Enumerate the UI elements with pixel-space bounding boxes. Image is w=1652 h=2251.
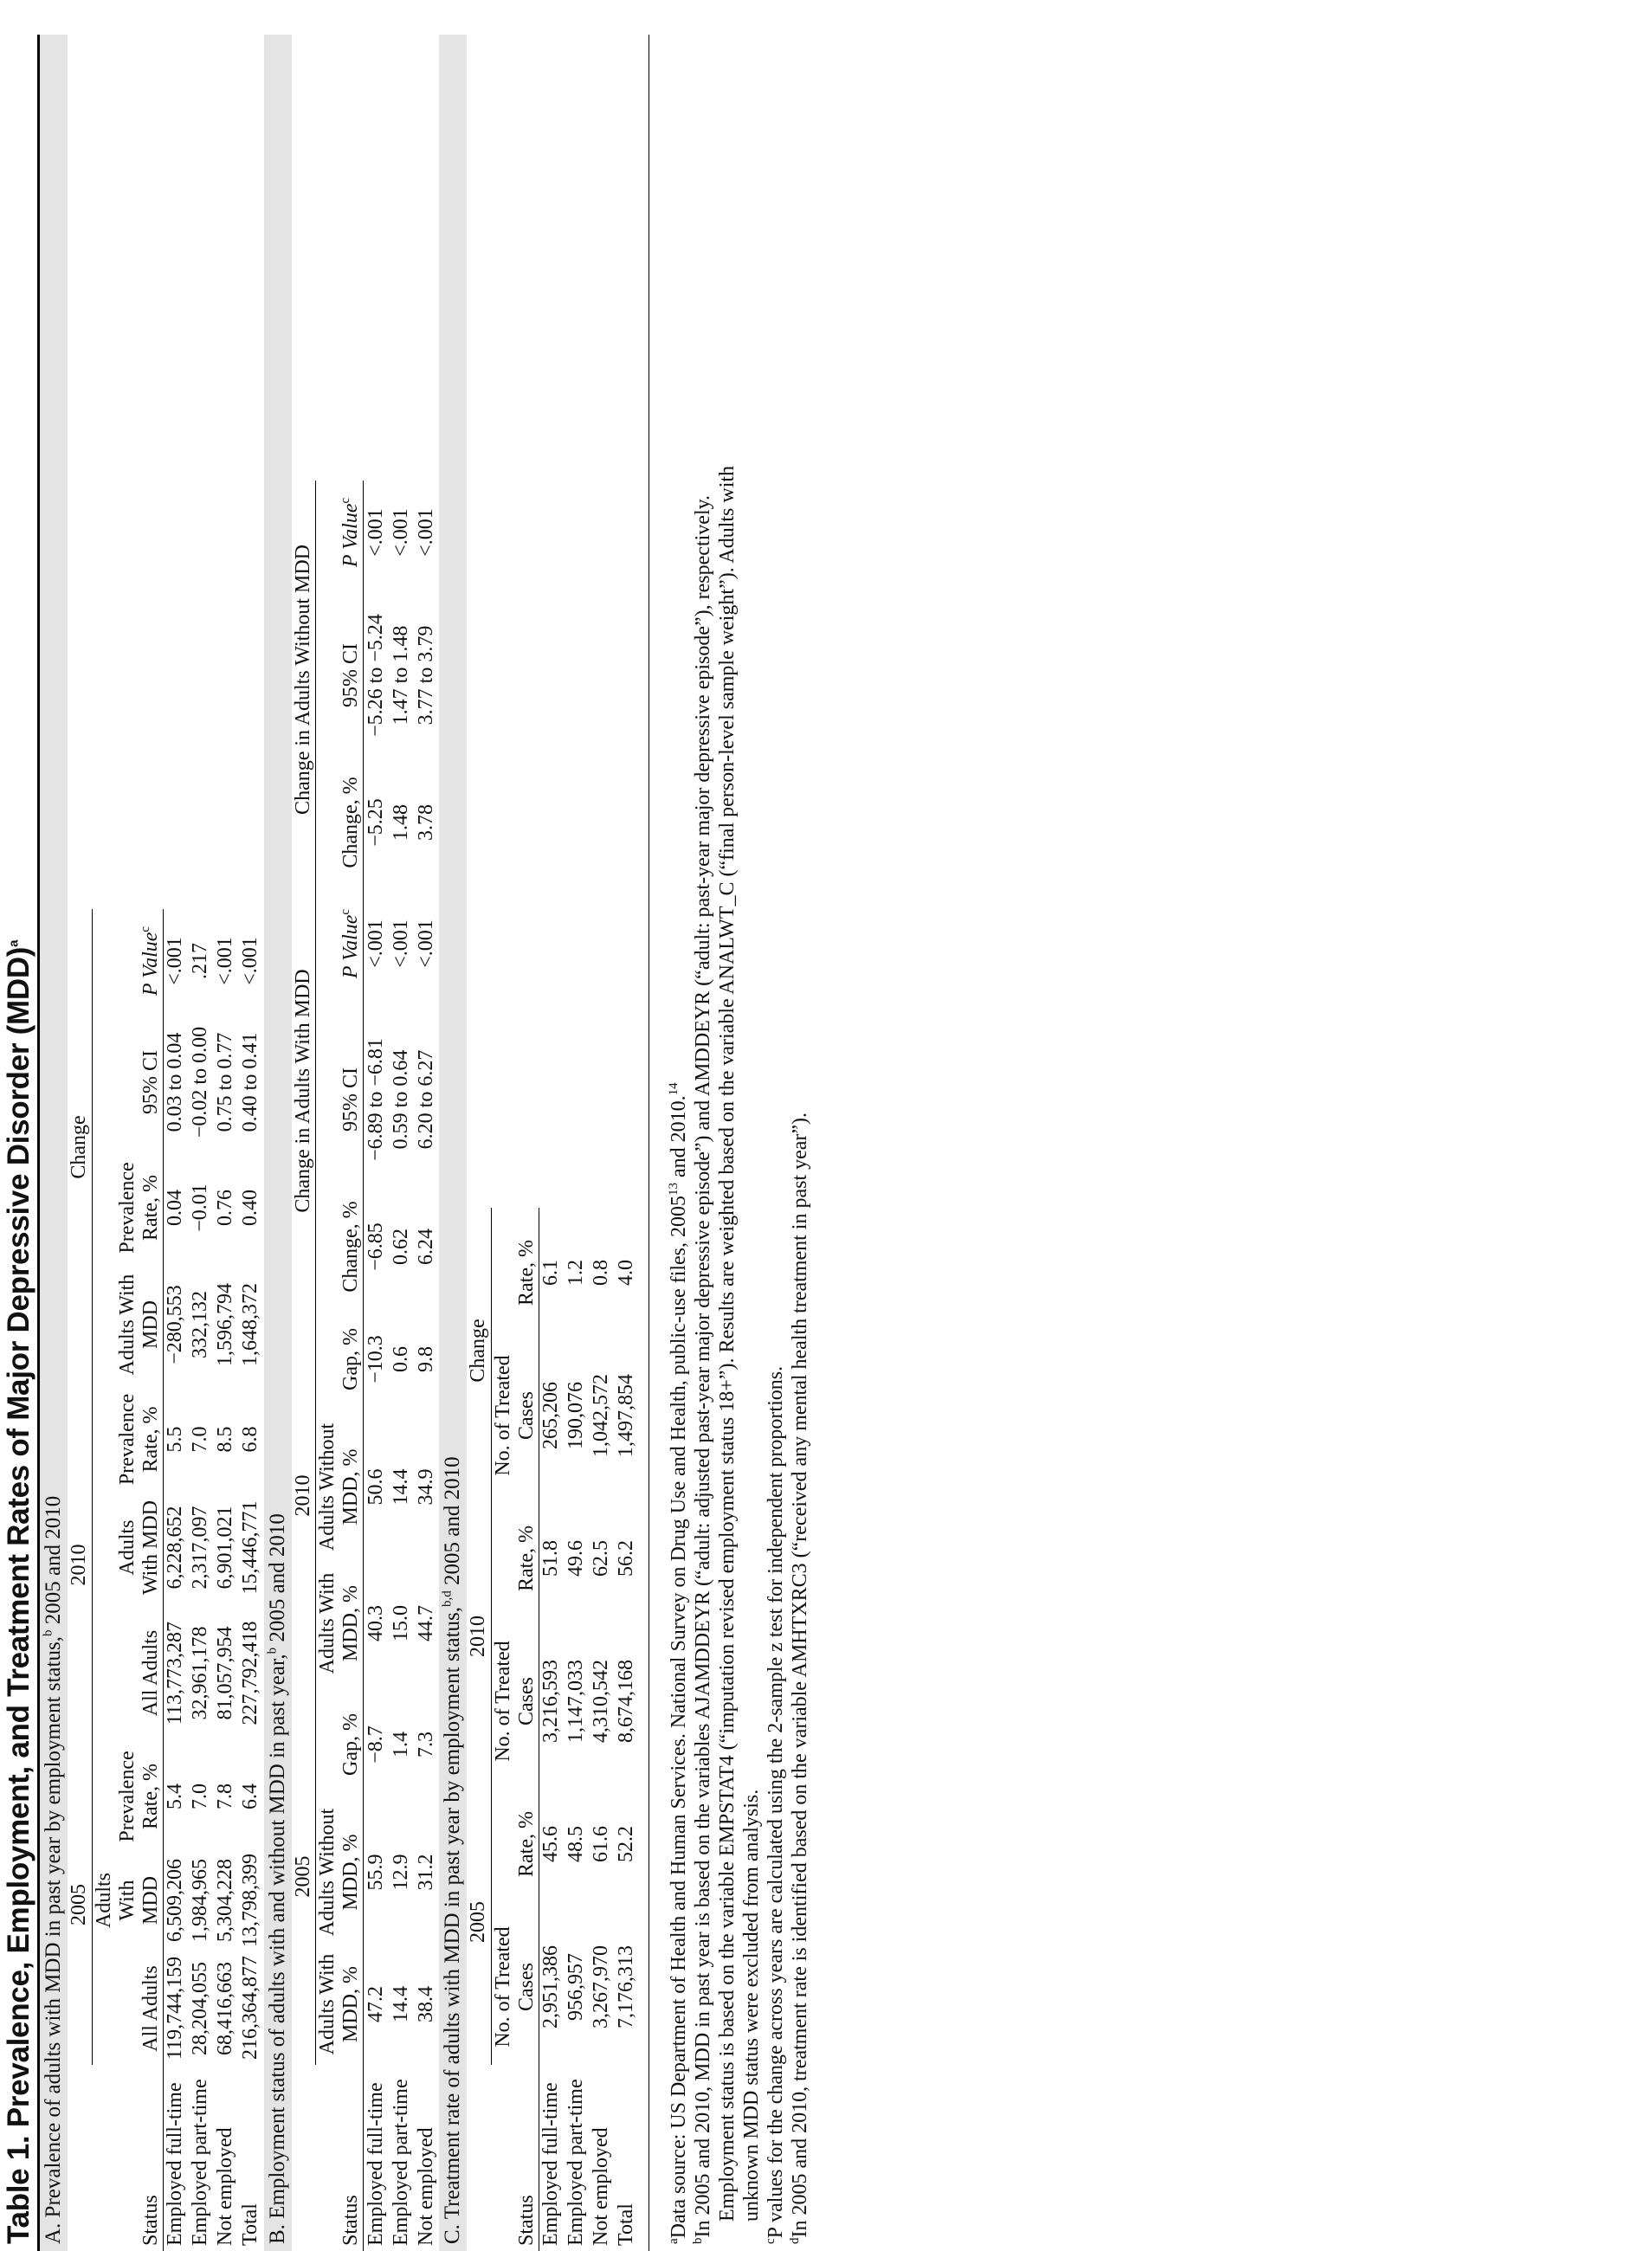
- table-cell: 1,497,854: [615, 1374, 638, 1457]
- table-cell: 1.2: [565, 1260, 588, 1286]
- panel-a-heading: A. Prevalence of adults with MDD in past year by employment status,$^b$ 2005 and 2010: [40, 35, 68, 2251]
- table-cell: [189, 35, 214, 909]
- footnote-b: $^b$In 2005 and 2010, MDD in past year is based on the variables AJAMDDEYR (“adult: adjusted past-year major depressive episode”) and AMDDEYR (“adult: past-year major depressive episode”), respectively.: [690, 494, 714, 2244]
- col-header: Rate, %: [491, 1208, 539, 1338]
- table-cell: −10.3: [364, 1335, 387, 1383]
- table-cell: 5.4: [164, 1783, 187, 1809]
- table-cell: <.001: [364, 508, 387, 557]
- footnotes: [649, 35, 812, 2251]
- table-cell: [414, 35, 439, 481]
- col-header: Adults With MDD: [92, 1493, 163, 1602]
- table-cell: 12.9: [389, 1854, 412, 1891]
- table-cell: [68, 2065, 92, 2251]
- table-title: Table 1. Prevalence, Employment, and Treatment Rates of Major Depressive Disorder (MDD)$^a$: [0, 35, 40, 2251]
- table-row: [163, 35, 189, 2251]
- table-cell: 1,984,965: [189, 1859, 212, 1942]
- table-cell: 28,204,055: [189, 1962, 212, 2055]
- footnote-b-cont: Employment status is based on the variable EMPSTAT4 (“imputation revised employment status 18+”). Results are weighted based on the variable ANALWT_C (“final person-level sample weight”). Adults with: [715, 465, 739, 2222]
- table-cell: 1,596,794: [214, 1283, 237, 1366]
- table-cell: [292, 2065, 316, 2251]
- col-header: Prevalence Rate, %: [92, 1385, 163, 1493]
- table-cell: 6.1: [539, 1260, 563, 1286]
- table-cell: [389, 35, 414, 481]
- table-cell: 8.5: [214, 1426, 237, 1453]
- col-header: 95% CI: [92, 1013, 163, 1151]
- table-cell: [214, 35, 239, 909]
- table-cell: 4.0: [615, 1260, 638, 1286]
- col-header: Status: [491, 2065, 539, 2251]
- table-cell: Total: [239, 2203, 262, 2246]
- group-2005: 2005: [467, 1779, 491, 2065]
- table-cell: 7.0: [189, 1426, 212, 1453]
- table-cell: 6.24: [414, 1229, 437, 1265]
- col-header: Change, %: [316, 1190, 364, 1303]
- table-cell: [163, 35, 189, 909]
- col-header: Gap, %: [316, 1688, 364, 1801]
- table-cell: 55.9: [364, 1854, 387, 1891]
- table-cell: [590, 35, 615, 1208]
- table-row: [239, 35, 264, 2251]
- table-cell: 45.6: [539, 1826, 563, 1862]
- table-cell: 0.6: [389, 1346, 412, 1372]
- table-cell: 1,042,572: [590, 1374, 613, 1457]
- col-header: Status: [316, 2065, 364, 2251]
- col-header: Adults Without MDD, %: [316, 1801, 364, 1944]
- table-cell: 0.40 to 0.41: [239, 1032, 262, 1132]
- col-header: Status: [92, 2065, 163, 2251]
- footnote-c: $^c$P values for the change across years are calculated using the 2-sample z test for independent proportions.: [763, 1365, 787, 2244]
- table-cell: [316, 35, 364, 481]
- table-row: [615, 35, 640, 2251]
- table-cell: −5.26 to −5.24: [364, 614, 387, 737]
- footnote-a: $^a$Data source: US Department of Health and Human Services. National Survey on Drug Use and Health, public-use files, 2005$^{13}$ and 2010.14: [666, 1082, 690, 2244]
- group-2010: 2010: [292, 1303, 316, 1688]
- col-header: Adults With MDD, %: [316, 1558, 364, 1688]
- col-header: No. of Treated Cases: [491, 1338, 539, 1493]
- table-cell: 51.8: [539, 1540, 563, 1577]
- table-cell: 62.5: [590, 1540, 613, 1577]
- table-cell: 0.75 to 0.77: [214, 1032, 237, 1132]
- table-cell: [364, 35, 390, 481]
- col-header: Adults With MDD, %: [316, 1944, 364, 2065]
- col-header: No. of Treated Cases: [491, 1623, 539, 1779]
- table-cell: 190,076: [565, 1382, 588, 1449]
- table-cell: 9.8: [414, 1346, 437, 1372]
- table-cell: −5.25: [364, 798, 387, 847]
- table-cell: 956,957: [565, 1953, 588, 2021]
- table-cell: 216,364,877: [239, 1956, 262, 2060]
- table-cell: 6,509,206: [164, 1859, 187, 1942]
- table-cell: 2,317,097: [189, 1506, 212, 1590]
- group-2010: 2010: [467, 1493, 491, 1779]
- col-header: Adults With MDD: [92, 1264, 163, 1385]
- footnote-b-cont2: unknown MDD status were excluded from analysis.: [739, 1789, 763, 2222]
- table-cell: 6.20 to 6.27: [414, 1049, 437, 1150]
- table-row: [389, 35, 414, 2251]
- table-cell: Employed full-time: [539, 2082, 563, 2246]
- table-cell: 0.40: [239, 1190, 262, 1226]
- table-cell: 52.2: [615, 1826, 638, 1862]
- group-change: Change: [68, 909, 92, 1385]
- panel-a-table: [68, 35, 264, 2251]
- table-cell: 6.4: [239, 1783, 262, 1809]
- table-cell: 7.8: [214, 1783, 237, 1809]
- col-header-p-value: P Value$^c$: [92, 909, 163, 1013]
- table-cell: 0.03 to 0.04: [164, 1032, 187, 1132]
- table-cell: 81,057,954: [214, 1626, 237, 1720]
- table-cell: 32,961,178: [189, 1626, 212, 1720]
- table-row: [590, 35, 615, 2251]
- table-cell: 7.3: [414, 1732, 437, 1758]
- table-cell: 0.59 to 0.64: [389, 1049, 412, 1150]
- table-cell: 34.9: [414, 1468, 437, 1506]
- table-cell: 6,901,021: [214, 1506, 237, 1590]
- table-cell: 6.8: [239, 1426, 262, 1453]
- table-row: [539, 35, 565, 2251]
- table-cell: <.001: [239, 937, 262, 985]
- col-header: All Adults: [92, 1952, 163, 2065]
- table-cell: 1.47 to 1.48: [389, 625, 412, 726]
- table-cell: Employed full-time: [164, 2082, 187, 2246]
- col-header: 95% CI: [316, 1009, 364, 1190]
- group-change-with-mdd: Change in Adults With MDD: [292, 879, 316, 1303]
- table-cell: <.001: [414, 919, 437, 968]
- col-header: No. of Treated Cases: [491, 1909, 539, 2065]
- col-header: Gap, %: [316, 1303, 364, 1416]
- table-cell: 38.4: [414, 1986, 437, 2022]
- table-cell: 1.48: [389, 803, 412, 841]
- table-cell: 3,267,970: [590, 1945, 613, 2028]
- table-cell: 15.0: [389, 1605, 412, 1641]
- col-header: Adults Without MDD, %: [316, 1416, 364, 1558]
- table-cell: <.001: [364, 919, 387, 968]
- panel-c-table: [467, 35, 640, 2251]
- table-cell: 0.8: [590, 1260, 613, 1286]
- table-cell: 44.7: [414, 1605, 437, 1641]
- group-change-without-mdd: Change in Adults Without MDD: [292, 481, 316, 879]
- table-cell: 0.62: [389, 1229, 412, 1265]
- table-cell: Employed part-time: [565, 2079, 588, 2246]
- table-cell: 265,206: [539, 1382, 563, 1449]
- table-cell: 3.77 to 3.79: [414, 625, 437, 726]
- table-cell: 49.6: [565, 1540, 588, 1577]
- table-cell: 56.2: [615, 1540, 638, 1577]
- table-cell: 7.0: [189, 1783, 212, 1809]
- table-cell: 14.4: [389, 1468, 412, 1506]
- panel-b-table: [292, 35, 440, 2251]
- table-cell: 1,648,372: [239, 1283, 262, 1366]
- table-row: [214, 35, 239, 2251]
- table-cell: [565, 35, 590, 1208]
- table-cell: [68, 35, 92, 909]
- table-cell: 47.2: [364, 1986, 387, 2022]
- group-2005: 2005: [68, 1745, 92, 2065]
- col-header: Rate, %: [491, 1493, 539, 1623]
- table-cell: [92, 35, 163, 909]
- col-header: 95% CI: [316, 584, 364, 766]
- table-cell: 2,951,386: [539, 1945, 563, 2028]
- table-cell: <.001: [164, 937, 187, 985]
- table-cell: <.001: [389, 508, 412, 557]
- group-2005: 2005: [292, 1688, 316, 2065]
- col-header-p-value: P Value$^c$: [316, 481, 364, 584]
- table-cell: 1.4: [389, 1732, 412, 1758]
- table-row: [189, 35, 214, 2251]
- table-row: [414, 35, 439, 2251]
- table-cell: 5,304,228: [214, 1859, 237, 1942]
- table-cell: 68,416,663: [214, 1962, 237, 2055]
- table-cell: −0.01: [189, 1184, 212, 1232]
- col-header: Change, %: [316, 766, 364, 879]
- col-header-p-value: P Value$^c$: [316, 879, 364, 1009]
- col-header: Prevalence Rate, %: [92, 1151, 163, 1264]
- table-cell: 1,147,033: [565, 1660, 588, 1743]
- col-header: Adults With MDD: [92, 1848, 163, 1952]
- table-cell: [539, 35, 565, 1208]
- table-cell: −8.7: [364, 1725, 387, 1764]
- table-row: [364, 35, 390, 2251]
- table-row: [565, 35, 590, 2251]
- group-2010: 2010: [68, 1385, 92, 1745]
- panel-b-heading: B. Employment status of adults with and without MDD in past year,$^b$ 2005 and 2010: [264, 35, 292, 2251]
- group-change: Change: [467, 1208, 491, 1493]
- rotated-page: [0, 35, 1652, 2251]
- table-cell: 3.78: [414, 803, 437, 841]
- col-header: Prevalence Rate, %: [92, 1745, 163, 1848]
- table-cell: 13,798,399: [239, 1854, 262, 1947]
- table-cell: 332,132: [189, 1291, 212, 1358]
- table-cell: [292, 35, 316, 481]
- table-cell: 15,446,771: [239, 1500, 262, 1595]
- panel-c-rows: [539, 35, 640, 2251]
- table-cell: 6,228,652: [164, 1506, 187, 1590]
- table-cell: 50.6: [364, 1468, 387, 1506]
- table-cell: 5.5: [164, 1426, 187, 1453]
- table-cell: Employed part-time: [189, 2079, 212, 2246]
- table-container: [0, 35, 812, 2251]
- table-cell: −6.85: [364, 1222, 387, 1271]
- table-cell: .217: [189, 943, 212, 979]
- table-cell: [467, 35, 491, 1208]
- table-cell: 8,674,168: [615, 1660, 638, 1743]
- table-cell: 3,216,593: [539, 1660, 563, 1743]
- table-cell: Total: [615, 2203, 638, 2246]
- panel-a-rows: [163, 35, 264, 2251]
- table-cell: 113,773,287: [164, 1621, 187, 1725]
- table-cell: −6.89 to −6.81: [364, 1038, 387, 1161]
- table-cell: 31.2: [414, 1854, 437, 1891]
- table-cell: <.001: [214, 937, 237, 985]
- table-cell: <.001: [414, 508, 437, 557]
- table-cell: 61.6: [590, 1826, 613, 1862]
- table-cell: 40.3: [364, 1605, 387, 1641]
- table-cell: 227,792,418: [239, 1621, 262, 1725]
- table-cell: Not employed: [214, 2127, 237, 2246]
- table-cell: [615, 35, 640, 1208]
- table-cell: −280,553: [164, 1285, 187, 1364]
- table-cell: 4,310,542: [590, 1660, 613, 1743]
- table-cell: 14.4: [389, 1986, 412, 2022]
- panel-c-heading: C. Treatment rate of adults with MDD in past year by employment status,$^{b,d}$ 2005 and 2010: [439, 35, 467, 2251]
- table-cell: 0.04: [164, 1190, 187, 1226]
- table-cell: 0.76: [214, 1190, 237, 1226]
- col-header: Rate, %: [491, 1779, 539, 1909]
- panel-b-rows: [364, 35, 440, 2251]
- table-cell: 7,176,313: [615, 1945, 638, 2028]
- table-cell: −0.02 to 0.00: [189, 1026, 212, 1138]
- col-header: All Adults: [92, 1602, 163, 1745]
- table-cell: Employed full-time: [364, 2082, 387, 2246]
- table-cell: Not employed: [590, 2127, 613, 2246]
- table-cell: Employed part-time: [389, 2079, 412, 2246]
- table-cell: 48.5: [565, 1826, 588, 1862]
- table-cell: Not employed: [414, 2127, 437, 2246]
- table-cell: [239, 35, 264, 909]
- table-cell: [491, 35, 539, 1208]
- table-cell: 119,744,159: [164, 1956, 187, 2060]
- table-cell: <.001: [389, 919, 412, 968]
- table-cell: [467, 2065, 491, 2251]
- footnote-d: $^d$In 2005 and 2010, treatment rate is identified based on the variable AMHTXRC3 (“received any mental health treatment in past year”).: [787, 1112, 811, 2244]
